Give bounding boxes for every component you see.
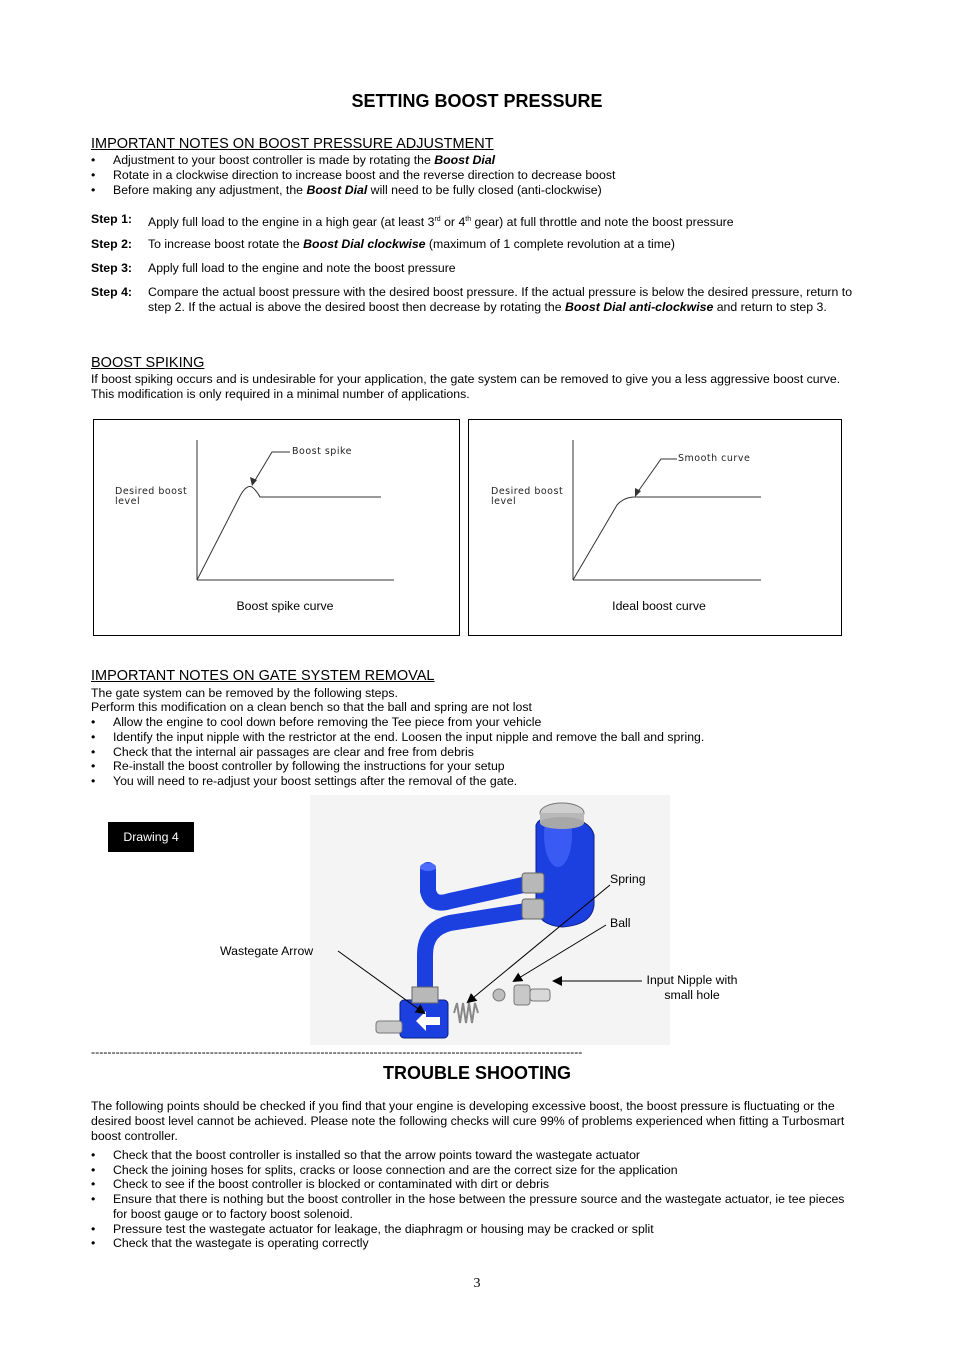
y-axis-label: Desired boost level [491, 486, 564, 507]
cap-rim [540, 817, 584, 829]
annotation-leader [637, 459, 677, 493]
boost-dial-term: Boost Dial [306, 183, 368, 197]
boost-dial-term: Boost Dial [434, 153, 496, 167]
input-nipple [514, 985, 530, 1005]
boost-curve [573, 497, 761, 580]
outlet-nipple [376, 1021, 402, 1033]
spiking-text: If boost spiking occurs and is undesirable for your application, the gate system can be removed to give you a less aggressive boost curve. This modification is only required in a minimal number of applications. [91, 372, 841, 401]
wastegate-label: Wastegate Arrow [220, 944, 314, 958]
step-text: Apply full load to the engine in a high gear (at least 3rd or 4th gear) at full throttle and note the boost pressure [148, 215, 734, 230]
drawing-tag: Drawing 4 [108, 822, 194, 852]
input-nipple-label: Input Nipple with small hole [646, 973, 738, 1002]
boost-curve [197, 486, 381, 580]
gate-intro: Perform this modification on a clean bench so that the ball and spring are not lost [91, 700, 532, 714]
page-number: 3 [473, 1276, 481, 1291]
chart-caption: Boost spike curve [236, 599, 334, 613]
annotation-leader [254, 452, 290, 482]
gate-intro: The gate system can be removed by the following steps. [91, 686, 398, 700]
step-label: Step 2: [91, 237, 132, 251]
annotation-label: Smooth curve [678, 453, 751, 464]
trouble-title: TROUBLE SHOOTING [383, 1063, 571, 1083]
ball-label: Ball [610, 916, 631, 930]
hose-end [420, 863, 436, 871]
gate-collar [412, 987, 438, 1003]
y-axis-label: Desired boost level [115, 486, 188, 507]
section-divider: ------------------------------------------------------------------------------------------------------------------------ [91, 1045, 583, 1059]
step-text: To increase boost rotate the Boost Dial clockwise (maximum of 1 complete revolution at a time) [148, 237, 675, 251]
upper-fitting [522, 873, 544, 893]
spiking-heading: BOOST SPIKING [91, 355, 205, 371]
gate-heading: IMPORTANT NOTES ON GATE SYSTEM REMOVAL [91, 668, 435, 684]
page-title: SETTING BOOST PRESSURE [351, 91, 603, 111]
ball-icon [493, 989, 505, 1001]
ideal-boost-diagram [468, 419, 842, 636]
notes-heading: IMPORTANT NOTES ON BOOST PRESSURE ADJUSTMENT [91, 136, 494, 152]
spring-label: Spring [610, 872, 646, 886]
lower-fitting [522, 899, 544, 919]
step-text: Apply full load to the engine and note the boost pressure [148, 261, 456, 275]
boost-spike-diagram [93, 419, 460, 636]
step-label: Step 3: [91, 261, 132, 275]
chart-caption: Ideal boost curve [612, 599, 706, 613]
input-nipple-tip [530, 989, 550, 1001]
step-text: Compare the actual boost pressure with the desired boost pressure. If the actual pressure is below the desired pressure, return to step 2. If the actual is above the desired boost then decrease by rotating the Boost Dial anti-clockwise and return to step 3. [148, 285, 853, 314]
step-label: Step 1: [91, 212, 132, 226]
step-label: Step 4: [91, 285, 132, 299]
annotation-label: Boost spike [292, 446, 352, 457]
trouble-intro: The following points should be checked if you find that your engine is developing excessive boost, the boost pressure is fluctuating or the desired boost level cannot be achieved. Please note the following checks will cure 99% of problems experienced when fitting a Turbosmart boost controller. [91, 1099, 845, 1143]
